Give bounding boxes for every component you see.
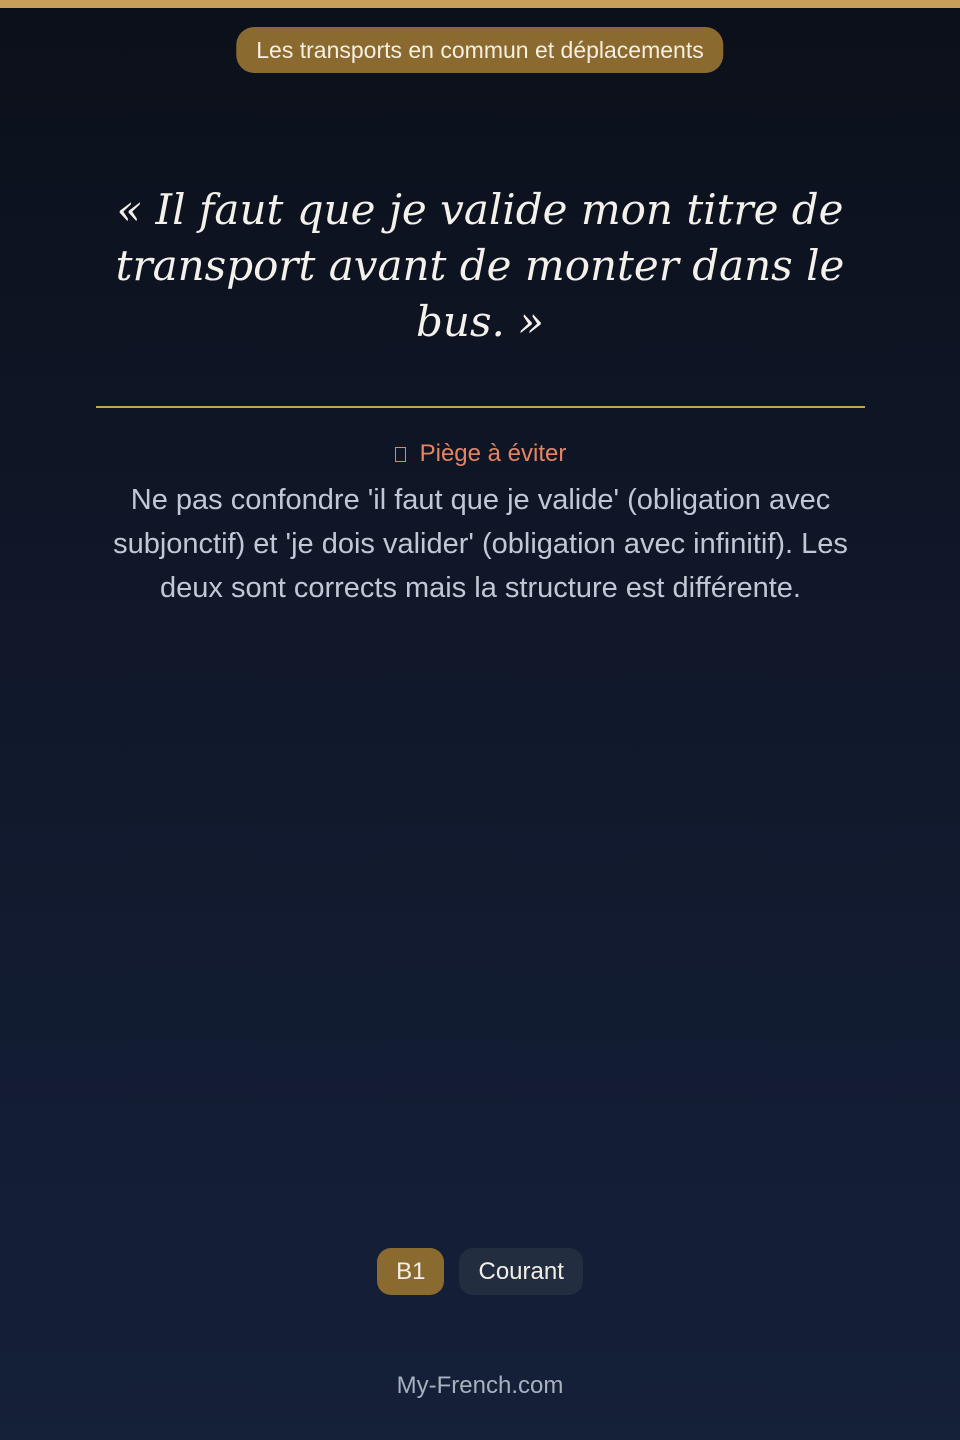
pitfall-section — [96, 438, 865, 610]
pitfall-header — [395, 438, 567, 470]
tag-row — [0, 1248, 960, 1295]
level-badge: B1 — [377, 1248, 444, 1295]
quote-text: « Il faut que je valide mon titre de transport avant de monter dans le bus. » — [115, 185, 845, 346]
warning-icon — [395, 447, 406, 462]
register-badge: Courant — [459, 1248, 582, 1295]
site-footer: My-French.com — [396, 1372, 564, 1399]
category-badge: Les transports en commun et déplacements — [236, 27, 723, 73]
top-accent-bar — [0, 0, 960, 8]
pitfall-title: Piège à éviter — [419, 440, 567, 467]
pitfall-text: Ne pas confondre 'il faut que je valide' (obligation avec subjonctif) et 'je dois valider' (obligation avec infinitif). Les deux sont corrects mais la structure est différente. — [113, 484, 848, 604]
divider — [96, 406, 865, 408]
